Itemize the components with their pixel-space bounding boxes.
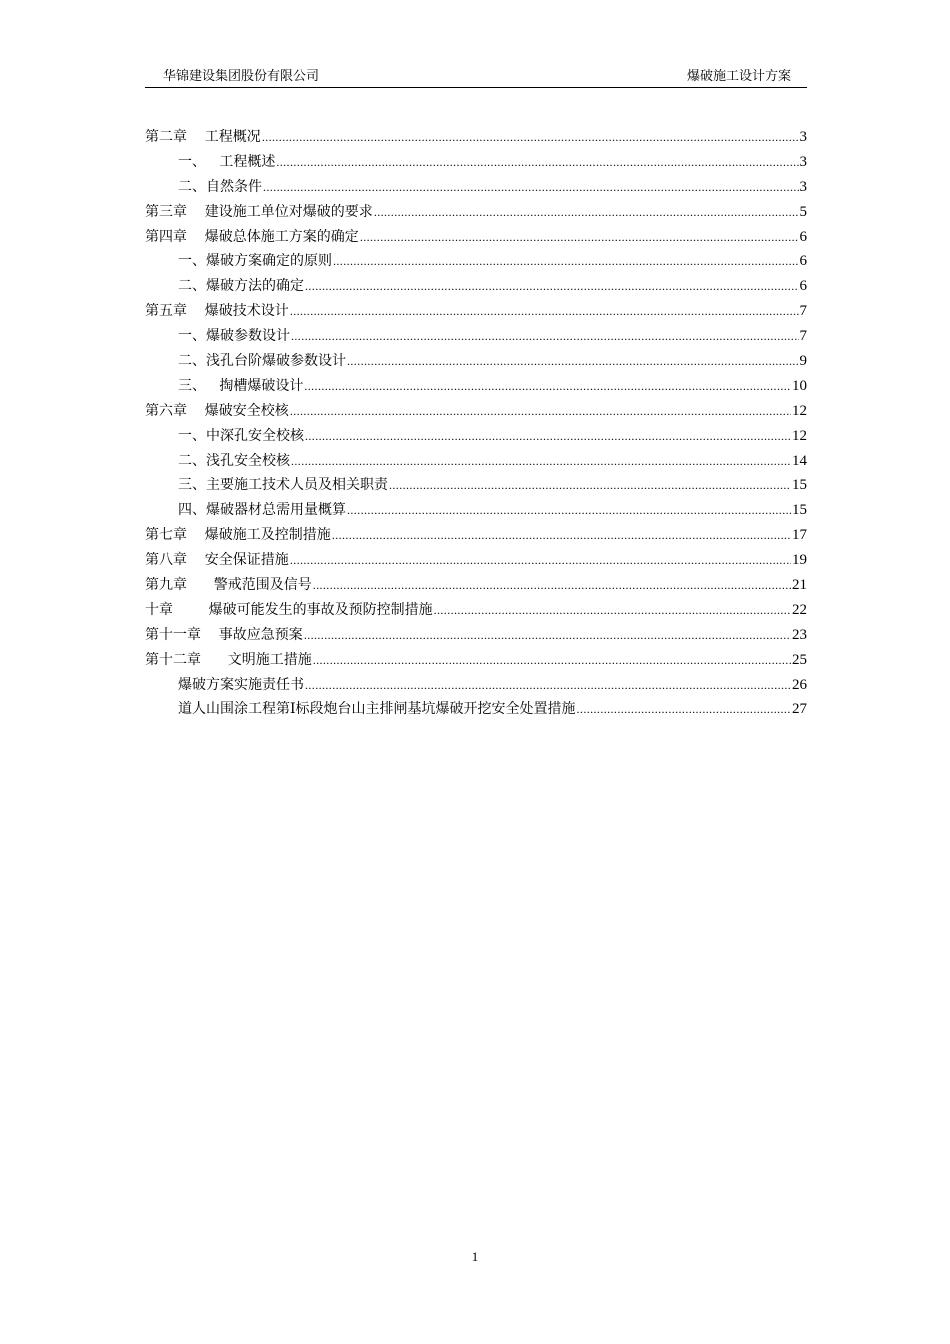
toc-entry-page-number: 3 (799, 129, 807, 145)
toc-entry-title: 第十二章 文明施工措施 (145, 651, 312, 668)
toc-entry-title: 一、爆破参数设计 (178, 328, 290, 345)
toc-entry-title: 第九章 警戒范围及信号 (145, 577, 312, 594)
toc-dot-leader (333, 250, 799, 272)
toc-section-entry[interactable] (145, 474, 807, 499)
toc-dot-leader (305, 275, 799, 297)
toc-dot-leader (263, 176, 799, 198)
toc-dot-leader (290, 549, 791, 571)
toc-section-entry[interactable] (145, 275, 807, 300)
header-document-title: 爆破施工设计方案 (686, 69, 791, 84)
toc-entry-title: 道人山围涂工程第Ⅰ标段炮台山主排闸基坑爆破开挖安全处置措施 (178, 701, 576, 718)
toc-entry-page-number: 6 (799, 228, 807, 245)
toc-entry-title: 第三章 建设施工单位对爆破的要求 (145, 203, 373, 220)
toc-section-entry[interactable] (145, 674, 807, 699)
toc-entry-page-number: 26 (792, 676, 807, 693)
toc-chapter-entry[interactable] (145, 400, 807, 425)
toc-dot-leader (577, 698, 791, 720)
toc-entry-page-number: 25 (792, 651, 807, 668)
toc-dot-leader (290, 400, 791, 422)
toc-entry-page-number: 14 (792, 452, 807, 469)
toc-entry-title: 第八章 安全保证措施 (145, 552, 289, 569)
toc-entry-title: 第六章 爆破安全校核 (145, 402, 289, 419)
toc-entry-title: 第十一章 事故应急预案 (145, 626, 303, 643)
toc-entry-page-number: 3 (799, 153, 807, 170)
toc-section-entry[interactable] (145, 698, 807, 723)
toc-entry-title: 二、自然条件 (178, 178, 262, 195)
toc-entry-page-number: 12 (792, 427, 807, 444)
toc-chapter-entry[interactable] (145, 126, 807, 151)
toc-section-entry[interactable] (145, 350, 807, 375)
toc-chapter-entry[interactable] (145, 524, 807, 549)
toc-entry-page-number: 6 (799, 278, 807, 295)
page-header (145, 68, 807, 88)
toc-section-entry[interactable] (145, 325, 807, 350)
toc-dot-leader (304, 624, 791, 646)
toc-dot-leader (389, 474, 791, 496)
toc-entry-title: 四、爆破器材总需用量概算 (178, 502, 346, 519)
toc-entry-title: 二、浅孔台阶爆破参数设计 (178, 353, 346, 370)
toc-entry-title: 爆破方案实施责任书 (178, 676, 304, 693)
toc-entry-page-number: 12 (792, 402, 807, 419)
toc-dot-leader (434, 599, 791, 621)
toc-entry-title: 三、主要施工技术人员及相关职责 (178, 477, 388, 494)
toc-entry-page-number: 3 (799, 178, 807, 195)
toc-entry-page-number: 7 (799, 303, 807, 320)
toc-dot-leader (374, 201, 799, 223)
page-number: 1 (471, 1249, 479, 1264)
toc-entry-page-number: 27 (792, 701, 807, 718)
toc-chapter-entry[interactable] (145, 549, 807, 574)
toc-dot-leader (291, 325, 799, 347)
toc-dot-leader (347, 499, 791, 521)
toc-chapter-entry[interactable] (145, 574, 807, 599)
toc-section-entry[interactable] (145, 250, 807, 275)
header-company-name: 华锦建设集团股份有限公司 (163, 69, 320, 84)
toc-dot-leader (290, 300, 799, 322)
toc-dot-leader (304, 375, 791, 397)
toc-entry-title: 三、 掏槽爆破设计 (178, 377, 304, 394)
toc-section-entry[interactable] (145, 425, 807, 450)
toc-entry-page-number: 22 (792, 601, 807, 618)
toc-dot-leader (305, 674, 791, 696)
toc-entry-title: 一、中深孔安全校核 (178, 427, 304, 444)
toc-entry-page-number: 15 (792, 502, 807, 519)
toc-dot-leader (305, 425, 791, 447)
toc-entry-page-number: 23 (792, 626, 807, 643)
toc-chapter-entry[interactable] (145, 624, 807, 649)
toc-entry-page-number: 10 (792, 377, 807, 394)
toc-dot-leader (313, 574, 791, 596)
toc-dot-leader (291, 450, 791, 472)
toc-entry-title: 第五章 爆破技术设计 (145, 303, 289, 320)
toc-entry-page-number: 9 (799, 353, 807, 370)
toc-section-entry[interactable] (145, 499, 807, 524)
toc-dot-leader (276, 151, 798, 173)
toc-chapter-entry[interactable] (145, 649, 807, 674)
toc-entry-title: 二、浅孔安全校核 (178, 452, 290, 469)
toc-dot-leader (313, 649, 791, 671)
toc-chapter-entry[interactable] (145, 201, 807, 226)
toc-entry-title: 二、爆破方法的确定 (178, 278, 304, 295)
toc-dot-leader (347, 350, 799, 372)
toc-entry-page-number: 19 (792, 552, 807, 569)
toc-entry-title: 十章 爆破可能发生的事故及预防控制措施 (145, 601, 433, 618)
toc-dot-leader (360, 226, 799, 248)
toc-dot-leader (262, 126, 799, 148)
toc-chapter-entry[interactable] (145, 300, 807, 325)
toc-entry-page-number: 6 (799, 253, 807, 270)
toc-chapter-entry[interactable] (145, 599, 807, 624)
toc-section-entry[interactable] (145, 176, 807, 201)
toc-entry-title: 一、 工程概述 (178, 153, 276, 170)
toc-entry-page-number: 5 (799, 203, 807, 220)
toc-entry-page-number: 21 (792, 577, 807, 594)
toc-section-entry[interactable] (145, 151, 807, 176)
toc-chapter-entry[interactable] (145, 226, 807, 251)
toc-entry-page-number: 7 (799, 328, 807, 345)
toc-section-entry[interactable] (145, 375, 807, 400)
toc-entry-title: 第二章 工程概况 (145, 129, 261, 145)
toc-entry-title: 第七章 爆破施工及控制措施 (145, 527, 331, 544)
toc-entry-page-number: 17 (792, 527, 807, 544)
toc-entry-title: 第四章 爆破总体施工方案的确定 (145, 228, 359, 245)
toc-entry-page-number: 15 (792, 477, 807, 494)
toc-section-entry[interactable] (145, 450, 807, 475)
toc-entry-title: 一、爆破方案确定的原则 (178, 253, 332, 270)
table-of-contents (145, 126, 807, 723)
toc-dot-leader (332, 524, 791, 546)
